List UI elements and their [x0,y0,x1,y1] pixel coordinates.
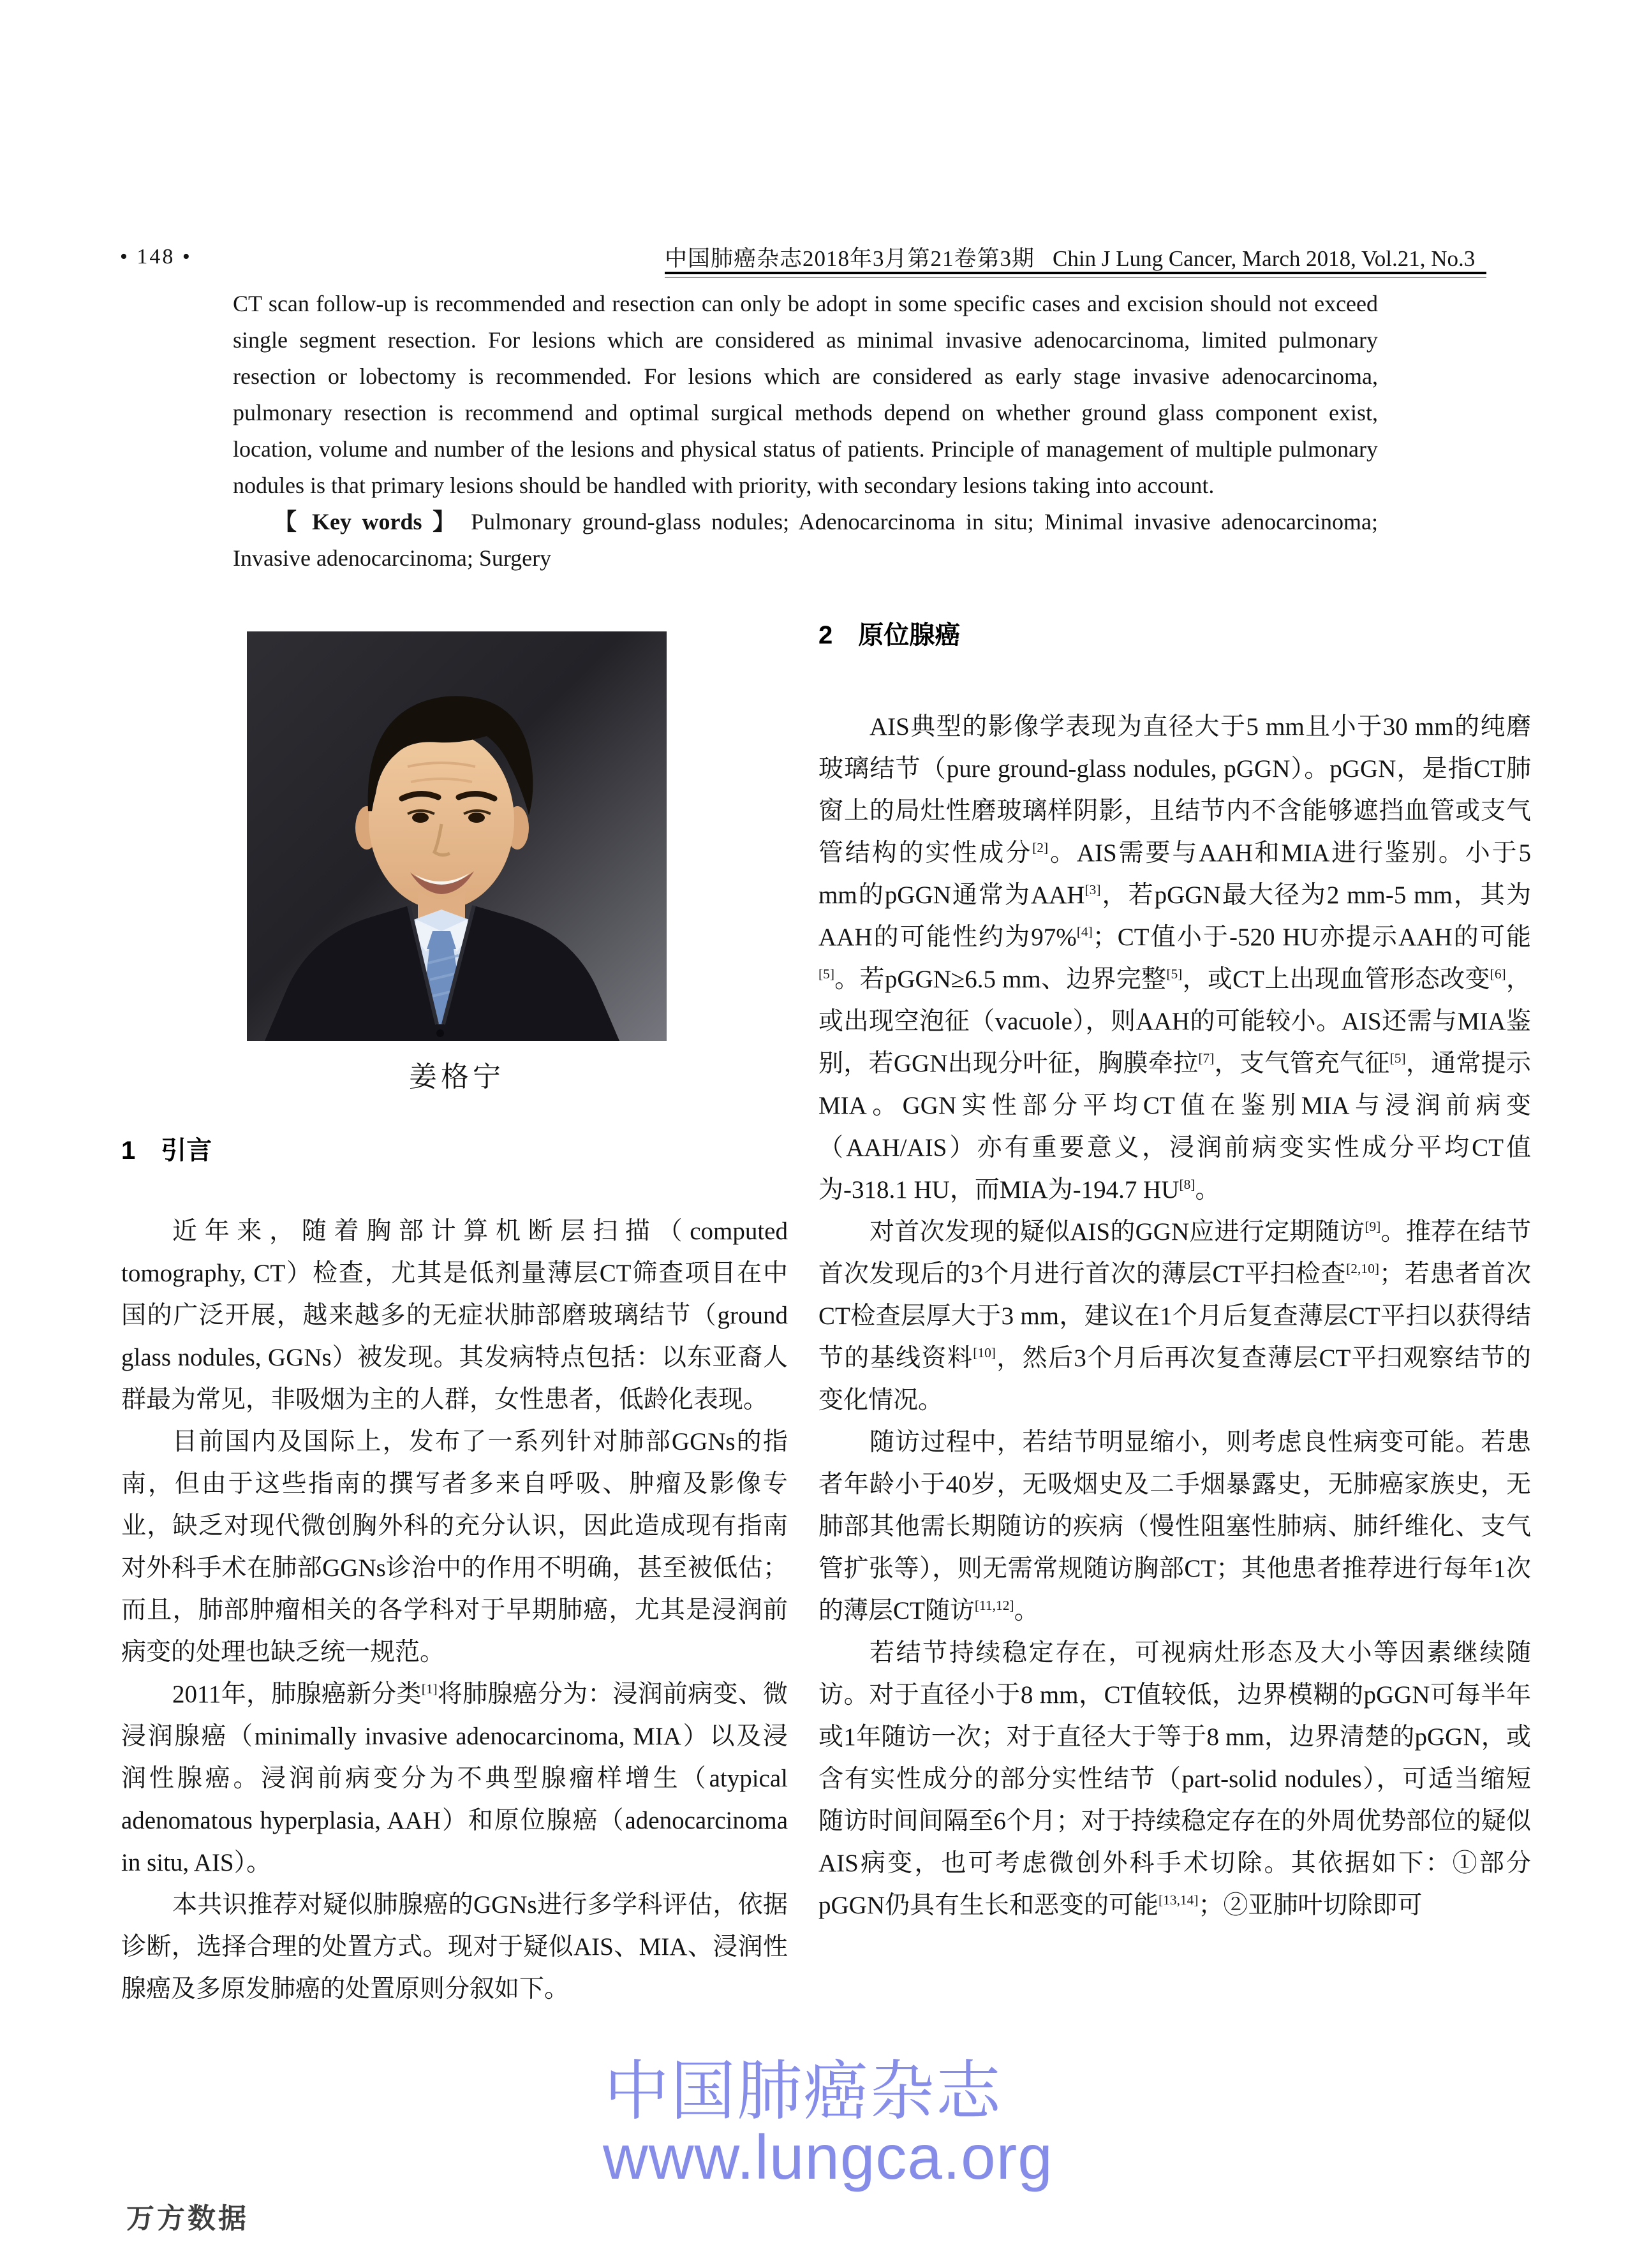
keywords-line [233,504,1378,577]
watermark-url: www.lungca.org [603,2122,1053,2192]
abstract-text: CT scan follow-up is recommended and resection can only be adopt in some specific cases and excision should not exceed single segment resection. For lesions which are considered as minimal invasive adenocarcinoma, limited pulmonary resection or lobectomy is recommended. For lesions which are considered as early stage invasive adenocarcinoma, pulmonary resection is recommend and optimal surgical methods depend on whether ground glass component exist, location, volume and number of the lesions and physical status of patients. Principle of management of multiple pulmonary nodules is that primary lesions should be handled with priority, with secondary lesions taking into account. [233,291,1378,498]
watermark-journal-name: 中国肺癌杂志 [604,2055,1002,2128]
keywords-label: 【 Key words 】 [274,509,461,534]
paragraph: 本共识推荐对疑似肺腺癌的GGNs进行多学科评估，依据诊断，选择合理的处置方式。现对于疑似AIS、MIA、浸润性腺癌及多原发肺癌的处置原则分叙如下。 [121,1891,788,2003]
keywords-text: Pulmonary ground-glass nodules; Adenocarcinoma in situ; Minimal invasive adenocarcinoma; Invasive adenocarcinoma; Surgery [233,509,1378,571]
section-1-heading: 1 引言 [121,1137,212,1165]
paragraph: 近年来，随着胸部计算机断层扫描（computed tomography, CT）检查，尤其是低剂量薄层CT筛查项目在中国的广泛开展，越来越多的无症状肺部磨玻璃结节（ground glass nodules, GGNs）被发现。其发病特点包括：以东亚裔人群最为常见，非吸烟为主的人群，女性患者，低龄化表现。 [121,1218,788,1413]
portrait-caption: 姜格宁 [409,1061,505,1093]
paragraph: 对首次发现的疑似AIS的GGN应进行定期随访[9]。推荐在结节首次发现后的3个月进行首次的薄层CT平扫检查[2,10]；若患者首次CT检查层厚大于3 mm，建议在1个月后复查薄层CT平扫以获得结节的基线资料[10]，然后3个月后再次复查薄层CT平扫观察结节的变化情况。 [818,1218,1531,1414]
paragraph: 目前国内及国际上，发布了一系列针对肺部GGNs的指南，但由于这些指南的撰写者多来自呼吸、肿瘤及影像专业，缺乏对现代微创胸外科的充分认识，因此造成现有指南对外科手术在肺部GGNs诊治中的作用不明确，甚至被低估；而且，肺部肿瘤相关的各学科对于早期肺癌，尤其是浸润前病变的处理也缺乏统一规范。 [121,1428,788,1666]
journal-header [665,241,1488,273]
paragraph: AIS典型的影像学表现为直径大于5 mm且小于30 mm的纯磨玻璃结节（pure ground-glass nodules, pGGN）。pGGN，是指CT肺窗上的局灶性磨玻璃样阴影，且结节内不含能够遮挡血管或支气管结构的实性成分[2]。AIS需要与AAH和MIA进行鉴别。小于5 mm的pGGN通常为AAH[3]，若pGGN最大径为2 mm-5 mm，其为AAH的可能性约为97%[4]；CT值小于-520 HU亦提示AAH的可能[5]。若pGGN≥6.5 mm、边界完整[5]，或CT上出现血管形态改变[6]，或出现空泡征（vacuole），则AAH的可能较小。AIS还需与MIA鉴别，若GGN出现分叶征，胸膜牵拉[7]，支气管充气征[5]，通常提示MIA。GGN实性部分平均CT值在鉴别MIA与浸润前病变（AAH/AIS）亦有重要意义，浸润前病变实性成分平均CT值为-318.1 HU，而MIA为-194.7 HU[8]。 [818,713,1531,1204]
section-2-column [818,614,1531,1927]
paragraph: 随访过程中，若结节明显缩小，则考虑良性病变可能。若患者年龄小于40岁，无吸烟史及二手烟暴露史，无肺癌家族史，无肺部其他需长期随访的疾病（慢性阻塞性肺病、肺纤维化、支气管扩张等），则无需常规随访胸部CT；其他患者推荐进行每年1次的薄层CT随访[11,12]。 [818,1429,1531,1624]
paragraph: 2011年，肺腺癌新分类[1]将肺腺癌分为：浸润前病变、微浸润腺癌（minimally invasive adenocarcinoma, MIA）以及浸润性腺癌。浸润前病变分为不典型腺瘤样增生（atypical adenomatous hyperplasia, AAH）和原位腺癌（adenocarcinoma in situ, AIS）。 [121,1681,788,1876]
portrait-illustration [247,631,667,1041]
page-number: • 148 • [120,245,192,269]
section-1-body [121,1211,788,2010]
journal-title-cn: 中国肺癌杂志2018年3月第21卷第3期 [665,246,1035,271]
journal-title-en: Chin J Lung Cancer, March 2018, Vol.21, No.3 [1053,246,1476,271]
portrait-photo [247,631,667,1041]
abstract-block [233,286,1378,577]
paragraph: 若结节持续稳定存在，可视病灶形态及大小等因素继续随访。对于直径小于8 mm，CT值较低，边界模糊的pGGN可每半年或1年随访一次；对于直径大于等于8 mm，边界清楚的pGGN，或含有实性成分的部分实性结节（part-solid nodules），可适当缩短随访时间间隔至6个月；对于持续稳定存在的外周优势部位的疑似AIS病变，也可考虑微创外科手术切除。其依据如下：①部分pGGN仍具有生长和恶变的可能[13,14]；②亚肺叶切除即可 [818,1639,1531,1919]
section-2-heading: 2 原位腺癌 [818,621,961,649]
wanfang-data-logo: 万方数据 [126,2203,249,2234]
header-rule-thick [665,272,1486,274]
